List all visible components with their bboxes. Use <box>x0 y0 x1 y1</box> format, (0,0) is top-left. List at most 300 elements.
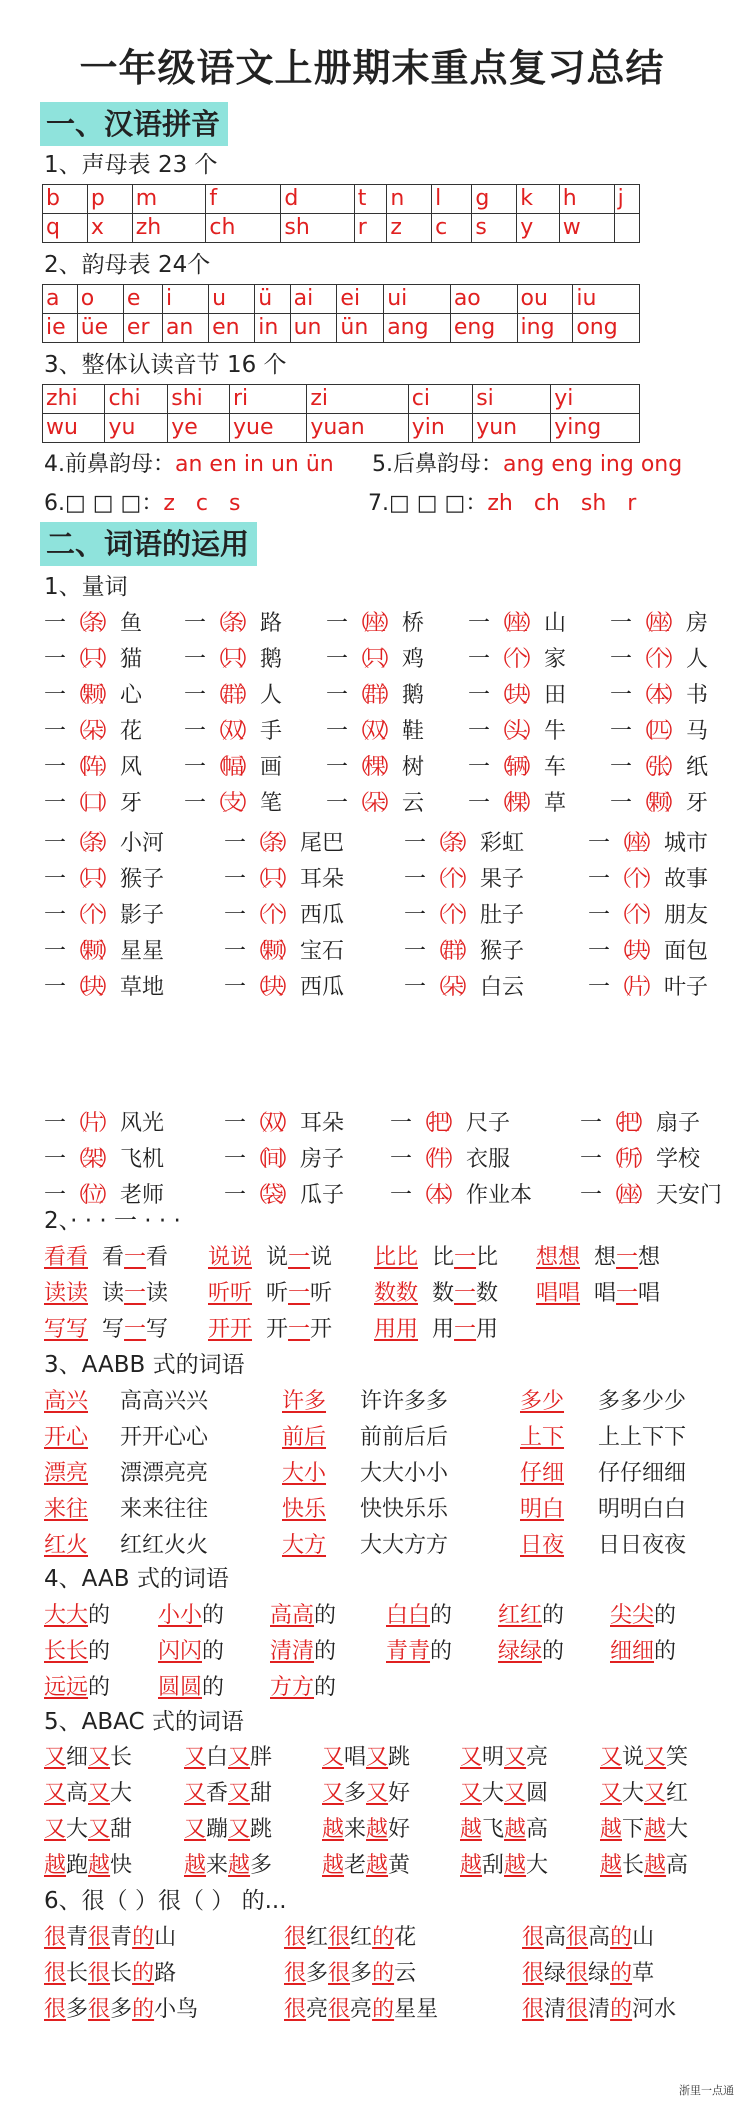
verb-b: 说 <box>310 1245 333 1270</box>
qianbi-values: an en in un ün <box>175 452 334 477</box>
verb-b: 比 <box>476 1245 499 1270</box>
abac-a1: 越 <box>322 1817 345 1842</box>
measure-word-entry <box>44 972 164 1004</box>
item6-label: 6.□ □ □： <box>44 491 164 516</box>
noun: 田 <box>544 683 567 708</box>
measure-word: （片） <box>66 1111 115 1136</box>
aab-word: 圆圆 <box>158 1675 203 1700</box>
verb-yi-verb <box>102 1281 168 1306</box>
abac-a1: 越 <box>460 1853 483 1878</box>
zhengti-cell: chi <box>105 385 168 414</box>
noun: 星星 <box>120 939 165 964</box>
item7-line <box>368 488 636 520</box>
hen-noun: 云 <box>394 1961 417 1986</box>
noun: 花 <box>120 719 143 744</box>
measure-word: （朵） <box>348 791 397 816</box>
measure-word-entry <box>404 864 524 896</box>
noun: 房 <box>686 611 709 636</box>
abac-a2: 又 <box>228 1745 251 1770</box>
measure-word-entry <box>610 752 708 784</box>
yi-char: 一 <box>580 1111 603 1136</box>
aabb-base: 上下 <box>520 1425 565 1450</box>
measure-word: （个） <box>610 903 659 928</box>
verb-yi-verb <box>432 1317 498 1342</box>
shengmu-title: 1、声母表 23 个 <box>44 152 218 178</box>
yunmu-cell: ei <box>337 285 384 314</box>
aabb-word: 上上下下 <box>598 1425 687 1450</box>
measure-word-entry <box>184 644 282 676</box>
verb-b: 听 <box>310 1281 333 1306</box>
measure-word: （本） <box>412 1183 461 1208</box>
abac-entry <box>460 1778 548 1810</box>
shengmu-cell: w <box>559 214 614 243</box>
shengmu-cell: q <box>43 214 88 243</box>
section-heading-words: 二、词语的运用 <box>40 522 257 566</box>
measure-word: （双） <box>348 719 397 744</box>
yi-char: 一 <box>184 611 207 636</box>
zhengti-cell: ci <box>408 385 472 414</box>
hen-de: 的 <box>372 1961 395 1986</box>
measure-word: （个） <box>426 867 475 892</box>
abac-c: 快 <box>110 1853 133 1878</box>
verb-yi-verb <box>266 1317 332 1342</box>
hen-2: 很 <box>328 1961 351 1986</box>
measure-word: （间） <box>246 1147 295 1172</box>
noun: 桥 <box>402 611 425 636</box>
measure-word-entry <box>404 936 524 968</box>
aab-suffix: 的 <box>202 1639 225 1664</box>
noun: 宝石 <box>300 939 345 964</box>
yi-char: 一 <box>44 647 67 672</box>
measure-word-entry <box>44 608 142 640</box>
hen-1: 很 <box>284 1997 307 2022</box>
yi-char: 一 <box>580 1147 603 1172</box>
verb-yi-verb <box>266 1245 332 1270</box>
hen-noun: 山 <box>154 1925 177 1950</box>
aab-word: 远远 <box>44 1675 89 1700</box>
measure-word-entry <box>404 900 524 932</box>
verb-b: 读 <box>146 1281 169 1306</box>
noun: 猴子 <box>120 867 165 892</box>
yi-char: 一 <box>44 867 67 892</box>
noun: 扇子 <box>656 1111 701 1136</box>
abac-a1: 又 <box>44 1781 67 1806</box>
yi-char: 一 <box>588 939 611 964</box>
hen-1: 很 <box>522 1997 545 2022</box>
hen-de: 的 <box>372 1997 395 2022</box>
noun: 彩虹 <box>480 831 525 856</box>
measure-word: （只） <box>66 647 115 672</box>
repeat-verb-entry <box>44 1314 168 1346</box>
yi-char: 一 <box>44 719 67 744</box>
hen-adj-2: 长 <box>110 1961 133 1986</box>
measure-word: （辆） <box>490 755 539 780</box>
yi-char: 一 <box>224 1147 247 1172</box>
abac-a2: 越 <box>504 1817 527 1842</box>
abac-a2: 越 <box>644 1853 667 1878</box>
noun: 牙 <box>686 791 709 816</box>
aabb-word: 日日夜夜 <box>598 1533 687 1558</box>
aabb-base: 明白 <box>520 1497 565 1522</box>
measure-word-entry <box>326 680 424 712</box>
aabb-word: 大大小小 <box>360 1461 449 1486</box>
hen-noun: 星星 <box>394 1997 439 2022</box>
aabb-base: 多少 <box>520 1389 565 1414</box>
noun: 风 <box>120 755 143 780</box>
zhengti-cell: zhi <box>43 385 105 414</box>
aabb-word: 前前后后 <box>360 1425 449 1450</box>
yunmu-cell: en <box>209 314 255 343</box>
measure-word: （只） <box>246 867 295 892</box>
liangci-title: 1、量词 <box>44 574 128 600</box>
zhengti-cell: yuan <box>307 414 408 443</box>
measure-word: （个） <box>632 647 681 672</box>
hen-de: 的 <box>610 1997 633 2022</box>
yunmu-cell: ie <box>43 314 78 343</box>
abac-b: 大 <box>66 1817 89 1842</box>
abac-c: 圆 <box>526 1781 549 1806</box>
hen-adj-1: 红 <box>306 1925 329 1950</box>
shengmu-cell: t <box>354 185 387 214</box>
abac-entry <box>460 1742 548 1774</box>
yunmu-cell: ün <box>337 314 384 343</box>
measure-word: （张） <box>632 755 681 780</box>
abac-c: 跳 <box>250 1817 273 1842</box>
yunmu-title: 2、韵母表 24个 <box>44 252 211 278</box>
noun: 尾巴 <box>300 831 345 856</box>
aab-word: 白白 <box>386 1603 431 1628</box>
aab-suffix: 的 <box>314 1675 337 1700</box>
yi-char: 一 <box>610 791 633 816</box>
yi-char: 一 <box>326 755 349 780</box>
hen-2: 很 <box>566 1997 589 2022</box>
yi-char: 一 <box>616 1281 639 1306</box>
yi-char: 一 <box>326 683 349 708</box>
noun: 猴子 <box>480 939 525 964</box>
qianbi-label: 4.前鼻韵母： <box>44 452 175 477</box>
houbi-label: 5.后鼻韵母： <box>372 452 503 477</box>
yunmu-cell: eng <box>450 314 517 343</box>
aabb-word: 开开心心 <box>120 1425 209 1450</box>
noun: 面包 <box>664 939 709 964</box>
yi-char: 一 <box>184 683 207 708</box>
hen-title: 6、很（ ）很（ ） 的... <box>44 1888 287 1914</box>
zhengti-cell: yu <box>105 414 168 443</box>
noun: 衣服 <box>466 1147 511 1172</box>
measure-word-entry <box>44 828 164 860</box>
abac-b: 蹦 <box>206 1817 229 1842</box>
zhengti-cell: ye <box>168 414 230 443</box>
aab-word: 红红 <box>498 1603 543 1628</box>
abac-a1: 又 <box>600 1781 623 1806</box>
measure-word: （条） <box>66 831 115 856</box>
abac-b: 跑 <box>66 1853 89 1878</box>
measure-word-entry <box>224 1144 344 1176</box>
measure-word: （本） <box>632 683 681 708</box>
measure-word-entry <box>184 752 282 784</box>
noun: 白云 <box>480 975 525 1000</box>
item7-label: 7.□ □ □： <box>368 491 488 516</box>
aabb-base: 漂亮 <box>44 1461 89 1486</box>
shengmu-cell: z <box>387 214 432 243</box>
measure-word-entry <box>44 752 142 784</box>
yi-char: 一 <box>44 831 67 856</box>
noun: 房子 <box>300 1147 345 1172</box>
measure-word-entry <box>610 680 708 712</box>
hen-de: 的 <box>132 1997 155 2022</box>
repeat-verb-entry <box>208 1278 332 1310</box>
aab-suffix: 的 <box>314 1603 337 1628</box>
measure-word-entry <box>224 864 344 896</box>
verb-a: 开 <box>266 1317 289 1342</box>
measure-word: （头） <box>490 719 539 744</box>
yi-char: 一 <box>610 611 633 636</box>
measure-word-entry <box>184 608 282 640</box>
abac-b: 老 <box>344 1853 367 1878</box>
hen-2: 很 <box>328 1997 351 2022</box>
abac-b: 细 <box>66 1745 89 1770</box>
aabb-base: 大方 <box>282 1533 327 1558</box>
shengmu-cell: d <box>281 185 354 214</box>
abac-a1: 又 <box>44 1817 67 1842</box>
yunmu-cell: ou <box>517 285 573 314</box>
abac-entry <box>44 1814 132 1846</box>
abac-a2: 又 <box>366 1745 389 1770</box>
yunmu-cell: ü <box>255 285 290 314</box>
noun: 尺子 <box>466 1111 511 1136</box>
hen-entry <box>522 1958 654 1990</box>
yi-char: 一 <box>610 719 633 744</box>
yi-char: 一 <box>224 903 247 928</box>
yi-char: 一 <box>224 939 247 964</box>
aab-suffix: 的 <box>88 1639 111 1664</box>
measure-word-entry <box>468 680 566 712</box>
shengmu-cell: sh <box>281 214 354 243</box>
hen-adj-2: 多 <box>110 1997 133 2022</box>
yi-char: 一 <box>468 611 491 636</box>
measure-word: （棵） <box>490 791 539 816</box>
abac-a2: 又 <box>88 1745 111 1770</box>
yi-char: 一 <box>224 975 247 1000</box>
measure-word-entry <box>588 828 708 860</box>
measure-word-entry <box>224 1108 344 1140</box>
measure-word-entry <box>610 608 708 640</box>
item2-title: 2、· · · 一 · · · <box>44 1208 181 1234</box>
reduplicated-word: 用用 <box>374 1317 419 1342</box>
measure-word-entry <box>390 1144 510 1176</box>
verb-a: 写 <box>102 1317 125 1342</box>
measure-word-entry <box>588 936 708 968</box>
abac-b: 刮 <box>482 1853 505 1878</box>
zhengti-title: 3、整体认读音节 16 个 <box>44 352 287 378</box>
measure-word: （把） <box>602 1111 651 1136</box>
noun: 草 <box>544 791 567 816</box>
verb-yi-verb <box>266 1281 332 1306</box>
aab-suffix: 的 <box>202 1675 225 1700</box>
yi-char: 一 <box>588 975 611 1000</box>
reduplicated-word: 看看 <box>44 1245 89 1270</box>
abac-entry <box>322 1742 410 1774</box>
aab-entry <box>270 1672 336 1704</box>
abac-entry <box>44 1850 132 1882</box>
abac-a1: 越 <box>322 1853 345 1878</box>
hen-adj-2: 亮 <box>350 1997 373 2022</box>
noun: 叶子 <box>664 975 709 1000</box>
aabb-base: 前后 <box>282 1425 327 1450</box>
yi-char: 一 <box>390 1111 413 1136</box>
yi-char: 一 <box>44 939 67 964</box>
measure-word-entry <box>468 716 566 748</box>
yi-char: 一 <box>404 939 427 964</box>
measure-word: （条） <box>426 831 475 856</box>
hen-adj-2: 红 <box>350 1925 373 1950</box>
yi-char: 一 <box>288 1317 311 1342</box>
verb-a: 想 <box>594 1245 617 1270</box>
zhengti-table <box>42 384 640 443</box>
measure-word-entry <box>326 716 424 748</box>
abac-a2: 又 <box>366 1781 389 1806</box>
hen-entry <box>284 1994 438 2026</box>
zhengti-cell: shi <box>168 385 230 414</box>
abac-entry <box>322 1814 410 1846</box>
abac-entry <box>44 1778 132 1810</box>
yunmu-cell: i <box>162 285 208 314</box>
measure-word: （条） <box>66 611 115 636</box>
noun: 城市 <box>664 831 709 856</box>
aab-suffix: 的 <box>654 1603 677 1628</box>
abac-b: 来 <box>344 1817 367 1842</box>
yi-char: 一 <box>326 611 349 636</box>
measure-word-entry <box>184 680 282 712</box>
hen-adj-1: 绿 <box>544 1961 567 1986</box>
hen-adj-1: 亮 <box>306 1997 329 2022</box>
hen-adj-1: 多 <box>66 1997 89 2022</box>
measure-word-entry <box>44 788 142 820</box>
yi-char: 一 <box>616 1245 639 1270</box>
noun: 果子 <box>480 867 525 892</box>
noun: 牛 <box>544 719 567 744</box>
noun: 鞋 <box>402 719 425 744</box>
aab-word: 清清 <box>270 1639 315 1664</box>
aab-entry <box>610 1636 676 1668</box>
shengmu-cell: zh <box>132 214 206 243</box>
aab-word: 细细 <box>610 1639 655 1664</box>
measure-word-entry <box>44 716 142 748</box>
measure-word-entry <box>580 1144 700 1176</box>
noun: 作业本 <box>466 1183 533 1208</box>
abac-c: 黄 <box>388 1853 411 1878</box>
aab-suffix: 的 <box>542 1639 565 1664</box>
measure-word-entry <box>224 936 344 968</box>
aab-entry <box>158 1600 224 1632</box>
yi-char: 一 <box>588 903 611 928</box>
aab-entry <box>498 1636 564 1668</box>
abac-entry <box>460 1814 548 1846</box>
shengmu-table <box>42 184 640 243</box>
shengmu-cell: r <box>354 214 387 243</box>
measure-word: （块） <box>66 975 115 1000</box>
yi-char: 一 <box>224 1183 247 1208</box>
measure-word: （座） <box>610 831 659 856</box>
yi-char: 一 <box>468 719 491 744</box>
measure-word: （颗） <box>632 791 681 816</box>
aab-suffix: 的 <box>430 1639 453 1664</box>
page-title: 一年级语文上册期末重点复习总结 <box>79 46 665 90</box>
noun: 画 <box>260 755 283 780</box>
abac-c: 甜 <box>110 1817 133 1842</box>
hen-adj-1: 多 <box>306 1961 329 1986</box>
abac-entry <box>600 1778 688 1810</box>
reduplicated-word: 唱唱 <box>536 1281 581 1306</box>
credit-watermark: 浙里一点通 <box>679 2084 734 2097</box>
zhengti-row <box>43 385 640 414</box>
shengmu-row <box>43 214 640 243</box>
measure-word: （把） <box>412 1111 461 1136</box>
noun: 耳朵 <box>300 1111 345 1136</box>
measure-word: （群） <box>206 683 255 708</box>
yi-char: 一 <box>44 1111 67 1136</box>
verb-b: 用 <box>476 1317 499 1342</box>
hen-adj-2: 高 <box>588 1925 611 1950</box>
aabb-word: 大大方方 <box>360 1533 449 1558</box>
yunmu-cell: ai <box>290 285 337 314</box>
abac-b: 白 <box>206 1745 229 1770</box>
abac-a2: 越 <box>644 1817 667 1842</box>
noun: 树 <box>402 755 425 780</box>
abac-a1: 又 <box>184 1745 207 1770</box>
abac-a2: 又 <box>644 1745 667 1770</box>
repeat-verb-entry <box>374 1242 498 1274</box>
abac-a2: 又 <box>88 1781 111 1806</box>
hen-adj-1: 清 <box>544 1997 567 2022</box>
measure-word-entry <box>390 1108 510 1140</box>
noun: 车 <box>544 755 567 780</box>
hen-adj-2: 清 <box>588 1997 611 2022</box>
hen-1: 很 <box>284 1925 307 1950</box>
yunmu-cell: üe <box>77 314 123 343</box>
aabb-base: 开心 <box>44 1425 89 1450</box>
measure-word: （只） <box>66 867 115 892</box>
measure-word: （位） <box>66 1183 115 1208</box>
aab-word: 绿绿 <box>498 1639 543 1664</box>
hen-entry <box>522 1994 676 2026</box>
aab-entry <box>158 1636 224 1668</box>
measure-word: （朵） <box>426 975 475 1000</box>
abac-c: 大 <box>526 1853 549 1878</box>
aabb-base: 许多 <box>282 1389 327 1414</box>
yi-char: 一 <box>44 683 67 708</box>
abac-a2: 又 <box>504 1745 527 1770</box>
measure-word: （个） <box>490 647 539 672</box>
shengmu-cell: ch <box>206 214 281 243</box>
measure-word-entry <box>44 900 164 932</box>
yi-char: 一 <box>390 1183 413 1208</box>
shengmu-cell: p <box>87 185 132 214</box>
aab-word: 长长 <box>44 1639 89 1664</box>
hen-noun: 山 <box>632 1925 655 1950</box>
yi-char: 一 <box>468 755 491 780</box>
measure-word-entry <box>468 608 566 640</box>
noun: 书 <box>686 683 709 708</box>
yunmu-cell: ao <box>450 285 517 314</box>
abac-title: 5、ABAC 式的词语 <box>44 1709 244 1735</box>
abac-a1: 越 <box>460 1817 483 1842</box>
aab-entry <box>158 1672 224 1704</box>
yunmu-cell: in <box>255 314 290 343</box>
measure-word: （双） <box>246 1111 295 1136</box>
measure-word-entry <box>588 900 708 932</box>
yi-char: 一 <box>390 1147 413 1172</box>
